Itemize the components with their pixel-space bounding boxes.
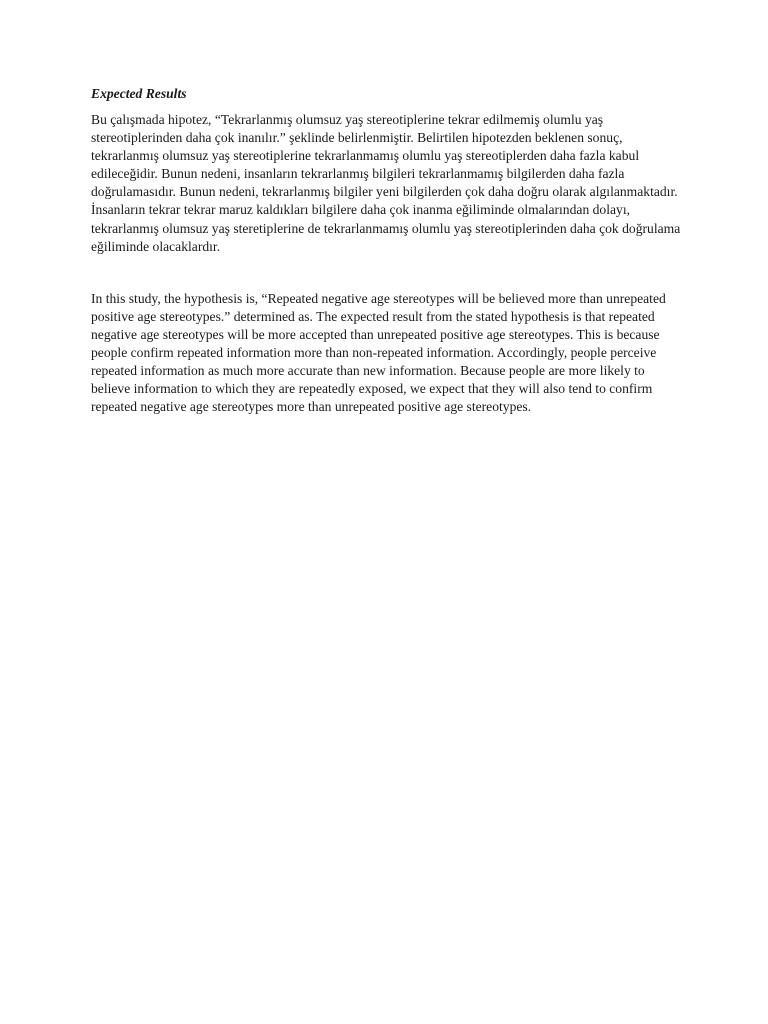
paragraph-turkish: Bu çalışmada hipotez, “Tekrarlanmış olumsuz yaş stereotiplerine tekrar edilmemiş olumlu yaş stereotiplerinden daha çok inanılır.” şeklinde belirlenmiştir. Belirtilen hipotezden beklenen sonuç, tekrarlanmış olumsuz yaş stereotiplerine tekrarlanmamış olumlu yaş stereotiplerden daha fazla kabul edileceğidir. Bunun nedeni, insanların tekrarlanmış bilgileri tekrarlanmamış bilgilerden daha fazla doğrulamasıdır. Bunun nedeni, tekrarlanmış bilgiler yeni bilgilerden çok daha doğru olarak algılanmaktadır. İnsanların tekrar tekrar maruz kaldıkları bilgilere daha çok inanma eğiliminde olmalarından dolayı, tekrarlanmış olumsuz yaş steretiplerine de tekrarlanmamış olumlu yaş stereotiplerinden daha çok doğrulama eğiliminde olacaklardır. — [91, 112, 681, 254]
document-body — [91, 85, 681, 416]
section-heading: Expected Results — [91, 86, 187, 101]
paragraph-english: In this study, the hypothesis is, “Repeated negative age stereotypes will be believed more than unrepeated positive age stereotypes.” determined as. The expected result from the stated hypothesis is that repeated negative age stereotypes will be more accepted than unrepeated positive age stereotypes. This is because people confirm repeated information more than non-repeated information. Accordingly, people perceive repeated information as much more accurate than new information. Because people are more likely to believe information to which they are repeatedly exposed, we expect that they will also tend to confirm repeated negative age stereotypes more than unrepeated positive age stereotypes. — [91, 290, 666, 415]
